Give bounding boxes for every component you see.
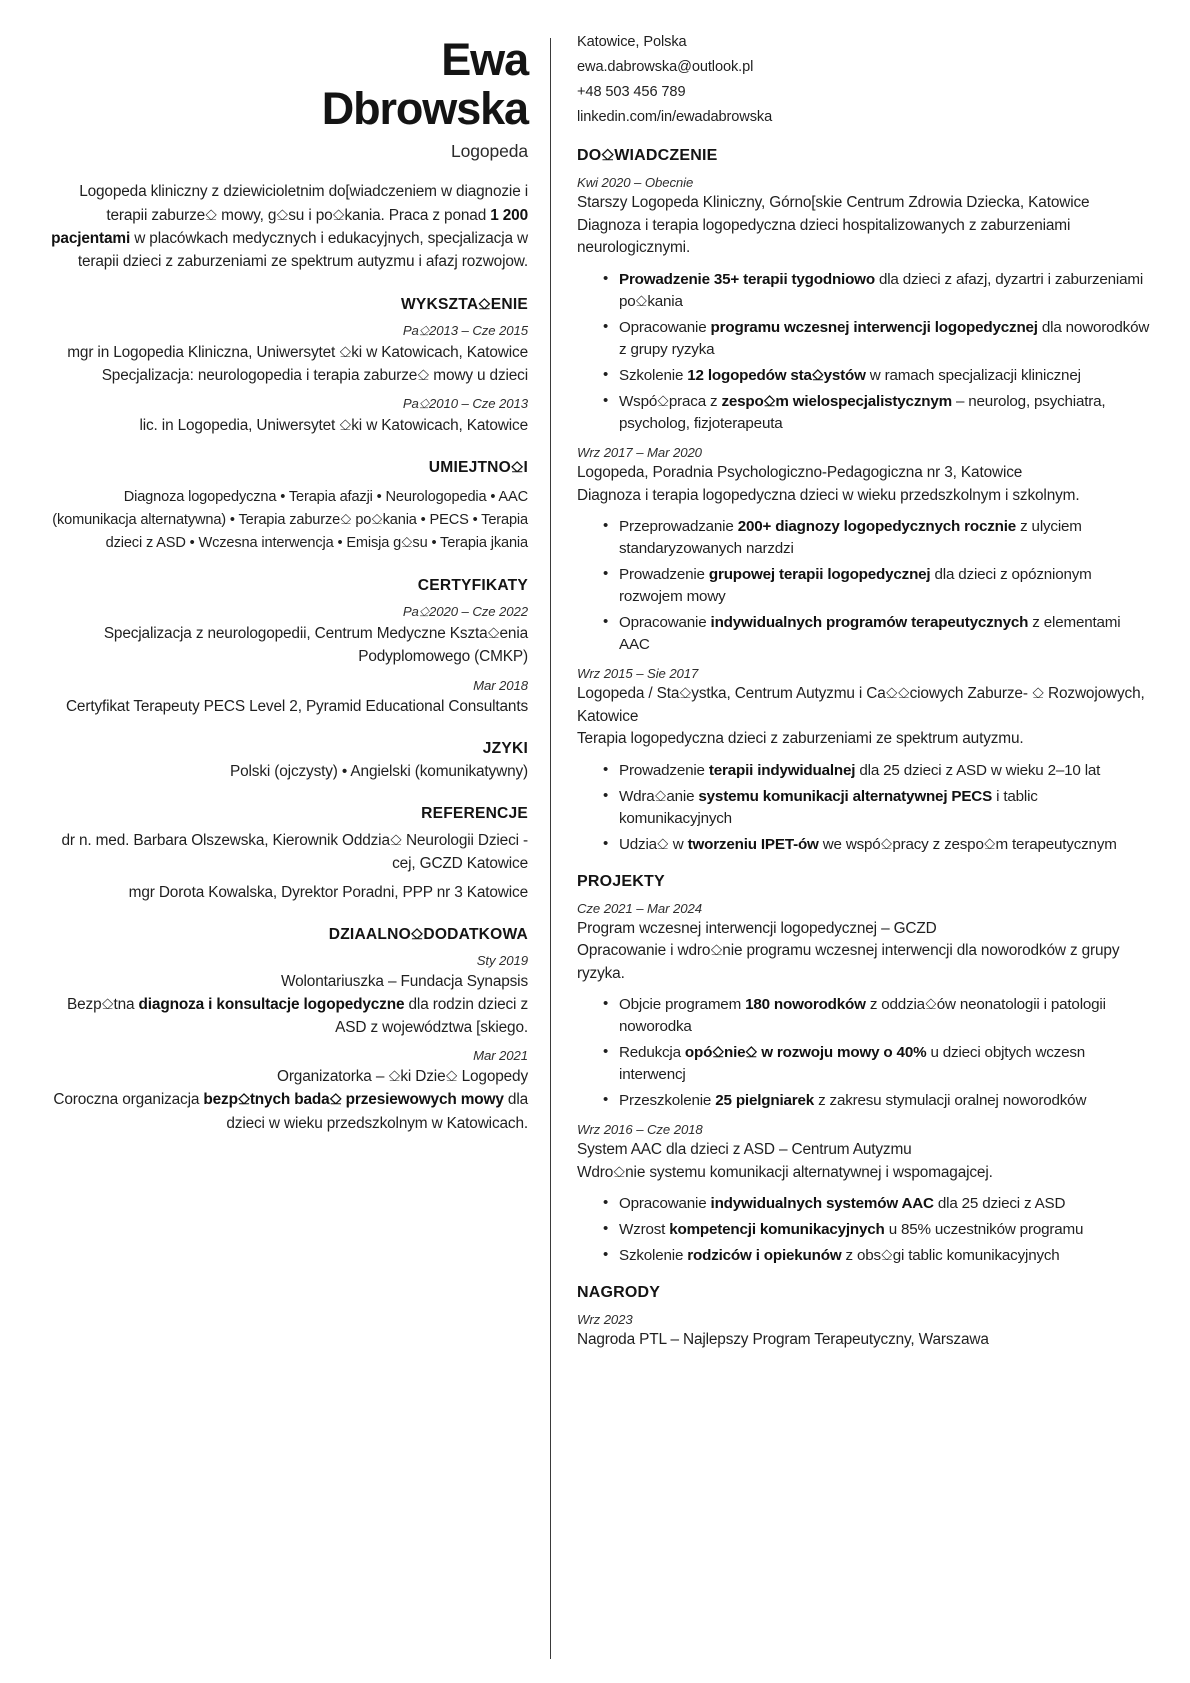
bullet-item: • Prowadzenie 35+ terapii tygodniowo dla dzieci z afazj, dyzartri i zaburzeniami po⎐kania: [603, 269, 1152, 313]
experience-bullets: [577, 516, 1152, 656]
education-entry: [38, 323, 528, 387]
extra-activity-desc: Coroczna organizacja bezp⎐tnych bada⎐ przesiewowych mowy dla dzieci w wieku przedszkolnym w Katowicach.: [53, 1091, 528, 1132]
certificate-date: Pa⎐2020 – Cze 2022: [402, 604, 528, 620]
bullet-item: • Prowadzenie terapii indywidualnej dla 25 dzieci z ASD w wieku 2–10 lat: [603, 760, 1152, 782]
education-degree: mgr in Logopedia Kliniczna, Uniwersytet ⎐ki w Katowicach, Katowice: [67, 343, 528, 361]
project-description: Wdro⎐nie systemu komunikacji alternatywnej i wspomagajcej.: [577, 1163, 993, 1181]
project-entry: [577, 1122, 1152, 1267]
extra-activity-entry: [38, 1048, 528, 1134]
experience-date: Wrz 2015 – Sie 2017: [577, 666, 699, 682]
reference-entry: dr n. med. Barbara Olszewska, Kierownik Oddzia⎐ Neurologii Dzieci - cej, GCZD Katowice: [61, 831, 528, 872]
bullet-item: • Prowadzenie grupowej terapii logopedycznej dla dzieci z opóznionym rozwojem mowy: [603, 564, 1152, 608]
reference-entry: mgr Dorota Kowalska, Dyrektor Poradni, PPP nr 3 Katowice: [128, 883, 528, 901]
project-bullets: [577, 994, 1152, 1112]
section-heading-languages: JZYKI: [482, 739, 528, 757]
extra-activity-entry: [38, 953, 528, 1039]
project-title: System AAC dla dzieci z ASD – Centrum Autyzmu: [577, 1141, 912, 1159]
certificate-title: Certyfikat Terapeuty PECS Level 2, Pyramid Educational Consultants: [65, 697, 528, 715]
experience-role: Logopeda / Sta⎐ystka, Centrum Autyzmu i Ca⎐⎐ciowych Zaburze- ⎐ Rozwojowych, Katowice: [577, 685, 1145, 725]
bullet-item: • Opracowanie programu wczesnej interwencji logopedycznej dla noworodków z grupy ryzyka: [603, 317, 1152, 361]
certificate-title: Specjalizacja z neurologopedii, Centrum Medyczne Kszta⎐enia Podyplomowego (CMKP): [103, 625, 528, 666]
candidate-name: [38, 36, 528, 133]
experience-date: Kwi 2020 – Obecnie: [577, 175, 694, 191]
bullet-item: • Objcie programem 180 noworodków z oddzia⎐ów neonatologii i patologii noworodka: [603, 994, 1152, 1038]
experience-role: Logopeda, Poradnia Psychologiczno-Pedagogiczna nr 3, Katowice: [577, 464, 1023, 482]
bullet-item: • Redukcja opó⎐nie⎐ w rozwoju mowy o 40% u dzieci objtych wczesn interwencj: [603, 1042, 1152, 1086]
contact-phone[interactable]: +48 503 456 789: [577, 84, 686, 101]
extra-activity-desc: Bezp⎐tna diagnoza i konsultacje logopedyczne dla rodzin dzieci z ASD z województwa [skiego.: [67, 996, 528, 1037]
education-date: Pa⎐2013 – Cze 2015: [402, 322, 528, 338]
right-column: [551, 30, 1152, 1663]
candidate-name-line1: Ewa: [441, 34, 528, 85]
education-degree: lic. in Logopedia, Uniwersytet ⎐ki w Katowicach, Katowice: [139, 417, 528, 435]
bullet-item: • Wspó⎐praca z zespo⎐m wielospecjalistycznym – neurolog, psychiatra, psycholog, fizjoterapeuta: [603, 391, 1152, 435]
bullet-item: • Szkolenie 12 logopedów sta⎐ystów w ramach specjalizacji klinicznej: [603, 365, 1152, 387]
experience-description: Terapia logopedyczna dzieci z zaburzeniami ze spektrum autyzmu.: [577, 730, 1024, 748]
bullet-item: • Szkolenie rodziców i opiekunów z obs⎐gi tablic komunikacyjnych: [603, 1245, 1152, 1267]
experience-entry: [577, 175, 1152, 435]
award-entry: [577, 1312, 1152, 1351]
experience-entry: [577, 445, 1152, 656]
certificate-entry: [38, 678, 528, 718]
education-entry: [38, 396, 528, 437]
section-heading-projects: PROJEKTY: [577, 872, 665, 890]
experience-role: Starszy Logopeda Kliniczny, Górno[skie Centrum Zdrowia Dziecka, Katowice: [577, 194, 1090, 212]
contact-email[interactable]: ewa.dabrowska@outlook.pl: [577, 59, 754, 76]
extra-activity-date: Mar 2021: [473, 1048, 528, 1064]
project-date: Cze 2021 – Mar 2024: [577, 900, 702, 916]
candidate-name-line2: Dbrowska: [321, 82, 528, 134]
section-heading-extra-activity: DZIAALNO⎐DODATKOWA: [328, 926, 528, 944]
section-heading-awards: NAGRODY: [577, 1284, 661, 1302]
skills-list: Diagnoza logopedyczna • Terapia afazji • Neurologopedia • AAC (komunikacja alternatywna) • Terapia zaburze⎐ po⎐kania • PECS • Terapia dzieci z ASD • Wczesna interwencja • Emisja g⎐su • Terapia jkania: [52, 489, 528, 552]
section-heading-certificates: CERTYFIKATY: [417, 577, 528, 595]
extra-activity-role: Wolontariuszka – Fundacja Synapsis: [281, 973, 528, 991]
award-title: Nagroda PTL – Najlepszy Program Terapeutyczny, Warszawa: [577, 1331, 989, 1349]
contact-location: Katowice, Polska: [577, 34, 687, 50]
bullet-item: • Przeprowadzanie 200+ diagnozy logopedycznych rocznie z ulyciem standaryzowanych narzdzi: [603, 516, 1152, 560]
certificate-entry: [38, 604, 528, 668]
experience-entry: [577, 666, 1152, 856]
experience-date: Wrz 2017 – Mar 2020: [577, 445, 702, 461]
bullet-item: • Udzia⎐ w tworzeniu IPET-ów we wspó⎐pracy z zespo⎐m terapeutycznym: [603, 834, 1152, 856]
profile-summary: Logopeda kliniczny z dziewicioletnim do[wiadczeniem w diagnozie i terapii zaburze⎐ mowy, g⎐su i po⎐kania. Praca z ponad 1 200 pacjentami w placówkach medycznych i edukacyjnych, specjalizacja w terapii dzieci z zaburzeniami ze spektrum autyzmu i afazj rozwojow.: [51, 183, 528, 271]
bullet-item: • Wdra⎐anie systemu komunikacji alternatywnej PECS i tablic komunikacyjnych: [603, 786, 1152, 830]
contact-linkedin[interactable]: linkedin.com/in/ewadabrowska: [577, 109, 773, 126]
experience-description: Diagnoza i terapia logopedyczna dzieci hospitalizowanych z zaburzeniami neurologicznymi.: [577, 216, 1071, 257]
extra-activity-role: Organizatorka – ⎐ki Dzie⎐ Logopedy: [277, 1068, 528, 1086]
section-heading-skills: UMIEJTNO⎐I: [428, 459, 528, 477]
bullet-item: • Opracowanie indywidualnych systemów AAC dla 25 dzieci z ASD: [603, 1193, 1152, 1215]
education-date: Pa⎐2010 – Cze 2013: [402, 396, 528, 412]
section-heading-education: WYKSZTA⎐ENIE: [400, 295, 528, 313]
experience-bullets: [577, 760, 1152, 856]
bullet-item: • Opracowanie indywidualnych programów terapeutycznych z elementami AAC: [603, 612, 1152, 656]
project-entry: [577, 901, 1152, 1113]
languages-list: Polski (ojczysty) • Angielski (komunikatywny): [230, 762, 528, 780]
section-heading-experience: DO⎐WIADCZENIE: [577, 147, 718, 165]
extra-activity-date: Sty 2019: [476, 953, 528, 969]
project-title: Program wczesnej interwencji logopedycznej – GCZD: [577, 919, 937, 937]
award-date: Wrz 2023: [577, 1312, 633, 1328]
experience-bullets: [577, 269, 1152, 435]
bullet-item: • Wzrost kompetencji komunikacyjnych u 85% uczestników programu: [603, 1219, 1152, 1241]
project-bullets: [577, 1193, 1152, 1267]
bullet-item: • Przeszkolenie 25 pielgniarek z zakresu stymulacji oralnej noworodków: [603, 1090, 1152, 1112]
job-title: Logopeda: [450, 141, 528, 162]
section-heading-references: REFERENCJE: [421, 804, 528, 822]
education-specialization: Specjalizacja: neurologopedia i terapia zaburze⎐ mowy u dzieci: [101, 366, 528, 384]
experience-description: Diagnoza i terapia logopedyczna dzieci w wieku przedszkolnym i szkolnym.: [577, 486, 1080, 504]
project-date: Wrz 2016 – Cze 2018: [577, 1122, 703, 1138]
certificate-date: Mar 2018: [473, 677, 528, 693]
left-column: [38, 30, 550, 1663]
project-description: Opracowanie i wdro⎐nie programu wczesnej interwencji dla noworodków z grupy ryzyka.: [577, 942, 1120, 982]
